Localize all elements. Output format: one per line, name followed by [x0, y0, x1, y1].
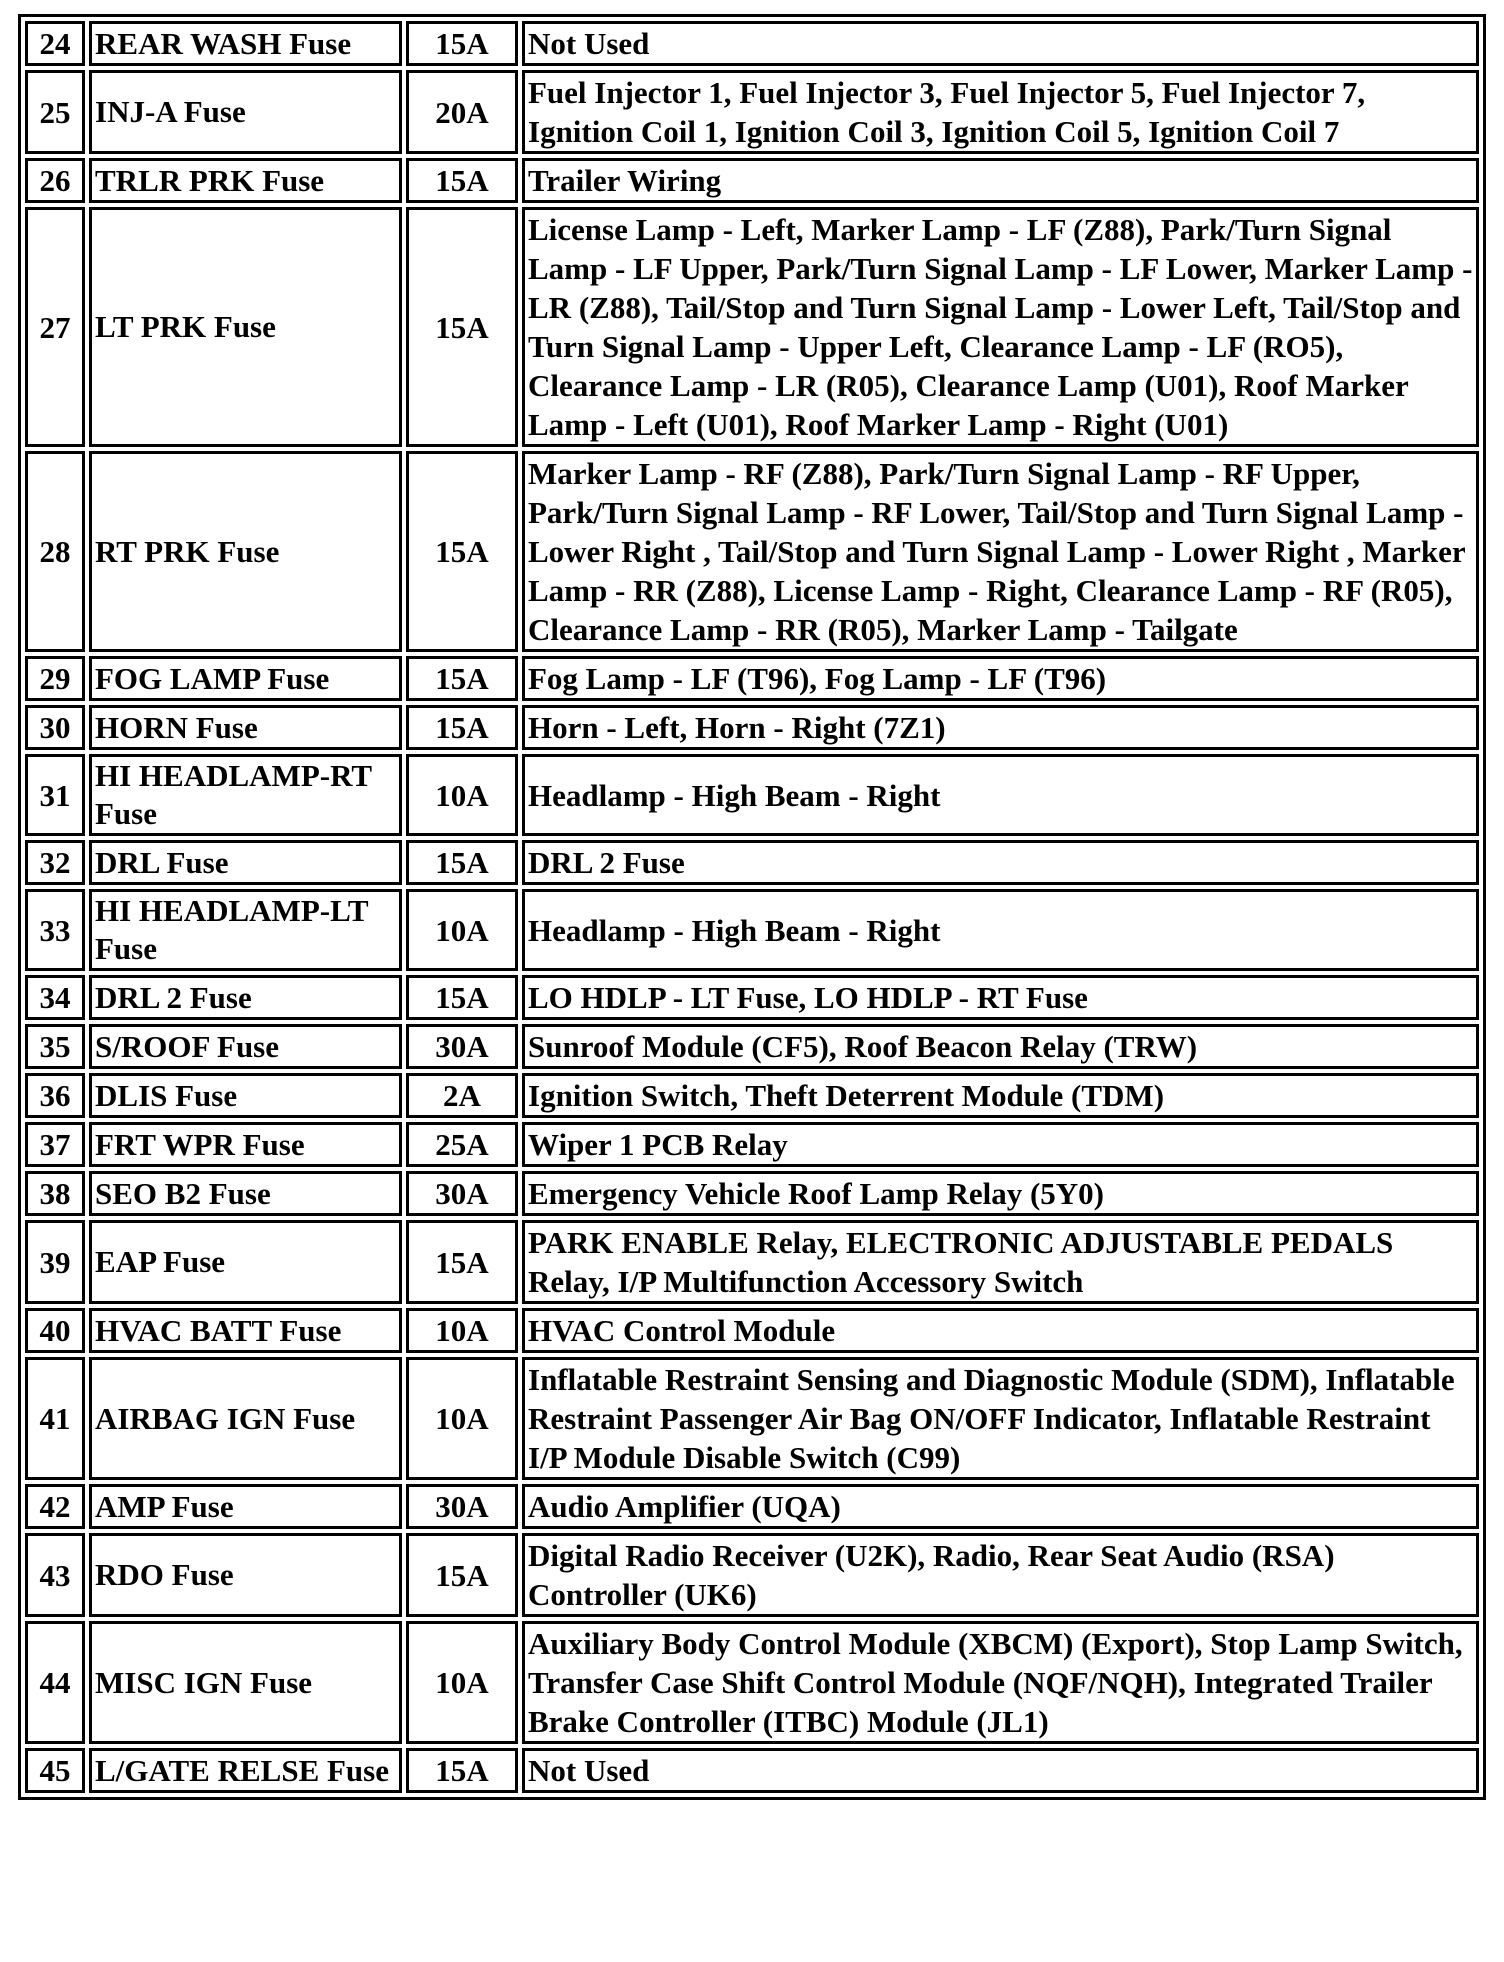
table-row — [25, 705, 1479, 750]
table-row — [25, 1220, 1479, 1304]
fuse-name: MISC IGN Fuse — [89, 1621, 402, 1744]
fuse-circuits: Fuel Injector 1, Fuel Injector 3, Fuel Injector 5, Fuel Injector 7, Ignition Coil 1, Ignition Coil 3, Ignition Coil 5, Ignition Coil 7 — [522, 70, 1479, 154]
fuse-circuits: Not Used — [522, 21, 1479, 66]
fuse-number: 36 — [25, 1073, 85, 1118]
fuse-name: REAR WASH Fuse — [89, 21, 402, 66]
fuse-rating: 30A — [406, 1484, 518, 1529]
table-row — [25, 656, 1479, 701]
fuse-number: 33 — [25, 889, 85, 971]
fuse-name: DLIS Fuse — [89, 1073, 402, 1118]
fuse-circuits: DRL 2 Fuse — [522, 840, 1479, 885]
fuse-circuits: Ignition Switch, Theft Deterrent Module (TDM) — [522, 1073, 1479, 1118]
fuse-rating: 25A — [406, 1122, 518, 1167]
fuse-rating: 15A — [406, 1748, 518, 1793]
fuse-number: 26 — [25, 158, 85, 203]
fuse-rating: 10A — [406, 754, 518, 836]
fuse-rating: 10A — [406, 889, 518, 971]
fuse-name: RDO Fuse — [89, 1533, 402, 1617]
fuse-circuits: Horn - Left, Horn - Right (7Z1) — [522, 705, 1479, 750]
table-row — [25, 1073, 1479, 1118]
table-row — [25, 1533, 1479, 1617]
fuse-circuits: Wiper 1 PCB Relay — [522, 1122, 1479, 1167]
fuse-name: FRT WPR Fuse — [89, 1122, 402, 1167]
fuse-number: 35 — [25, 1024, 85, 1069]
fuse-number: 40 — [25, 1308, 85, 1353]
table-row — [25, 1122, 1479, 1167]
fuse-circuits: Not Used — [522, 1748, 1479, 1793]
fuse-number: 39 — [25, 1220, 85, 1304]
fuse-number: 37 — [25, 1122, 85, 1167]
fuse-name: L/GATE RELSE Fuse — [89, 1748, 402, 1793]
fuse-number: 24 — [25, 21, 85, 66]
table-row — [25, 1748, 1479, 1793]
fuse-circuits: Marker Lamp - RF (Z88), Park/Turn Signal Lamp - RF Upper, Park/Turn Signal Lamp - RF Lower, Tail/Stop and Turn Signal Lamp - Lower Right , Tail/Stop and Turn Signal Lamp - Lower Right , Marker Lamp - RR (Z88), License Lamp - Right, Clearance Lamp - RF (R05), Clearance Lamp - RR (R05), Marker Lamp - Tailgate — [522, 451, 1479, 652]
fuse-name: DRL Fuse — [89, 840, 402, 885]
table-row — [25, 1621, 1479, 1744]
fuse-number: 25 — [25, 70, 85, 154]
fuse-circuits: Fog Lamp - LF (T96), Fog Lamp - LF (T96) — [522, 656, 1479, 701]
table-row — [25, 975, 1479, 1020]
fuse-circuits: Auxiliary Body Control Module (XBCM) (Export), Stop Lamp Switch, Transfer Case Shift Control Module (NQF/NQH), Integrated Trailer Brake Controller (ITBC) Module (JL1) — [522, 1621, 1479, 1744]
fuse-rating: 10A — [406, 1308, 518, 1353]
fuse-circuits: License Lamp - Left, Marker Lamp - LF (Z88), Park/Turn Signal Lamp - LF Upper, Park/Turn Signal Lamp - LF Lower, Marker Lamp - LR (Z88), Tail/Stop and Turn Signal Lamp - Lower Left, Tail/Stop and Turn Signal Lamp - Upper Left, Clearance Lamp - LF (RO5), Clearance Lamp - LR (R05), Clearance Lamp (U01), Roof Marker Lamp - Left (U01), Roof Marker Lamp - Right (U01) — [522, 207, 1479, 447]
table-row — [25, 889, 1479, 971]
fuse-circuits: Digital Radio Receiver (U2K), Radio, Rear Seat Audio (RSA) Controller (UK6) — [522, 1533, 1479, 1617]
fuse-rating: 15A — [406, 158, 518, 203]
fuse-name: FOG LAMP Fuse — [89, 656, 402, 701]
fuse-circuits: PARK ENABLE Relay, ELECTRONIC ADJUSTABLE PEDALS Relay, I/P Multifunction Accessory Switch — [522, 1220, 1479, 1304]
fuse-name: RT PRK Fuse — [89, 451, 402, 652]
fuse-name: HI HEADLAMP-LT Fuse — [89, 889, 402, 971]
fuse-rating: 30A — [406, 1024, 518, 1069]
fuse-number: 29 — [25, 656, 85, 701]
fuse-rating: 15A — [406, 656, 518, 701]
fuse-number: 27 — [25, 207, 85, 447]
table-row — [25, 1308, 1479, 1353]
table-row — [25, 840, 1479, 885]
fuse-table — [18, 14, 1486, 1800]
fuse-number: 28 — [25, 451, 85, 652]
fuse-rating: 10A — [406, 1621, 518, 1744]
fuse-rating: 30A — [406, 1171, 518, 1216]
fuse-circuits: Trailer Wiring — [522, 158, 1479, 203]
fuse-rating: 15A — [406, 21, 518, 66]
table-row — [25, 158, 1479, 203]
fuse-number: 32 — [25, 840, 85, 885]
fuse-circuits: Sunroof Module (CF5), Roof Beacon Relay (TRW) — [522, 1024, 1479, 1069]
table-row — [25, 70, 1479, 154]
table-row — [25, 451, 1479, 652]
fuse-circuits: Emergency Vehicle Roof Lamp Relay (5Y0) — [522, 1171, 1479, 1216]
fuse-rating: 15A — [406, 840, 518, 885]
fuse-rating: 15A — [406, 451, 518, 652]
fuse-number: 42 — [25, 1484, 85, 1529]
fuse-name: TRLR PRK Fuse — [89, 158, 402, 203]
fuse-number: 43 — [25, 1533, 85, 1617]
fuse-name: HORN Fuse — [89, 705, 402, 750]
fuse-name: DRL 2 Fuse — [89, 975, 402, 1020]
table-row — [25, 1484, 1479, 1529]
table-row — [25, 207, 1479, 447]
table-row — [25, 754, 1479, 836]
table-row — [25, 1171, 1479, 1216]
fuse-name: HVAC BATT Fuse — [89, 1308, 402, 1353]
fuse-rating: 15A — [406, 1533, 518, 1617]
fuse-rating: 10A — [406, 1357, 518, 1480]
fuse-circuits: Headlamp - High Beam - Right — [522, 889, 1479, 971]
fuse-table-body — [25, 21, 1479, 1793]
fuse-number: 44 — [25, 1621, 85, 1744]
fuse-number: 41 — [25, 1357, 85, 1480]
fuse-number: 38 — [25, 1171, 85, 1216]
fuse-rating: 20A — [406, 70, 518, 154]
fuse-name: AIRBAG IGN Fuse — [89, 1357, 402, 1480]
fuse-name: EAP Fuse — [89, 1220, 402, 1304]
fuse-number: 31 — [25, 754, 85, 836]
fuse-circuits: Headlamp - High Beam - Right — [522, 754, 1479, 836]
fuse-circuits: Inflatable Restraint Sensing and Diagnostic Module (SDM), Inflatable Restraint Passenger Air Bag ON/OFF Indicator, Inflatable Restraint I/P Module Disable Switch (C99) — [522, 1357, 1479, 1480]
fuse-name: AMP Fuse — [89, 1484, 402, 1529]
fuse-name: HI HEADLAMP-RT Fuse — [89, 754, 402, 836]
fuse-circuits: Audio Amplifier (UQA) — [522, 1484, 1479, 1529]
fuse-number: 34 — [25, 975, 85, 1020]
table-row — [25, 1357, 1479, 1480]
fuse-number: 30 — [25, 705, 85, 750]
fuse-circuits: LO HDLP - LT Fuse, LO HDLP - RT Fuse — [522, 975, 1479, 1020]
table-row — [25, 1024, 1479, 1069]
fuse-rating: 15A — [406, 705, 518, 750]
fuse-name: SEO B2 Fuse — [89, 1171, 402, 1216]
fuse-rating: 15A — [406, 207, 518, 447]
fuse-name: S/ROOF Fuse — [89, 1024, 402, 1069]
table-row — [25, 21, 1479, 66]
fuse-rating: 15A — [406, 975, 518, 1020]
fuse-rating: 15A — [406, 1220, 518, 1304]
fuse-rating: 2A — [406, 1073, 518, 1118]
fuse-number: 45 — [25, 1748, 85, 1793]
fuse-circuits: HVAC Control Module — [522, 1308, 1479, 1353]
fuse-name: INJ-A Fuse — [89, 70, 402, 154]
fuse-name: LT PRK Fuse — [89, 207, 402, 447]
